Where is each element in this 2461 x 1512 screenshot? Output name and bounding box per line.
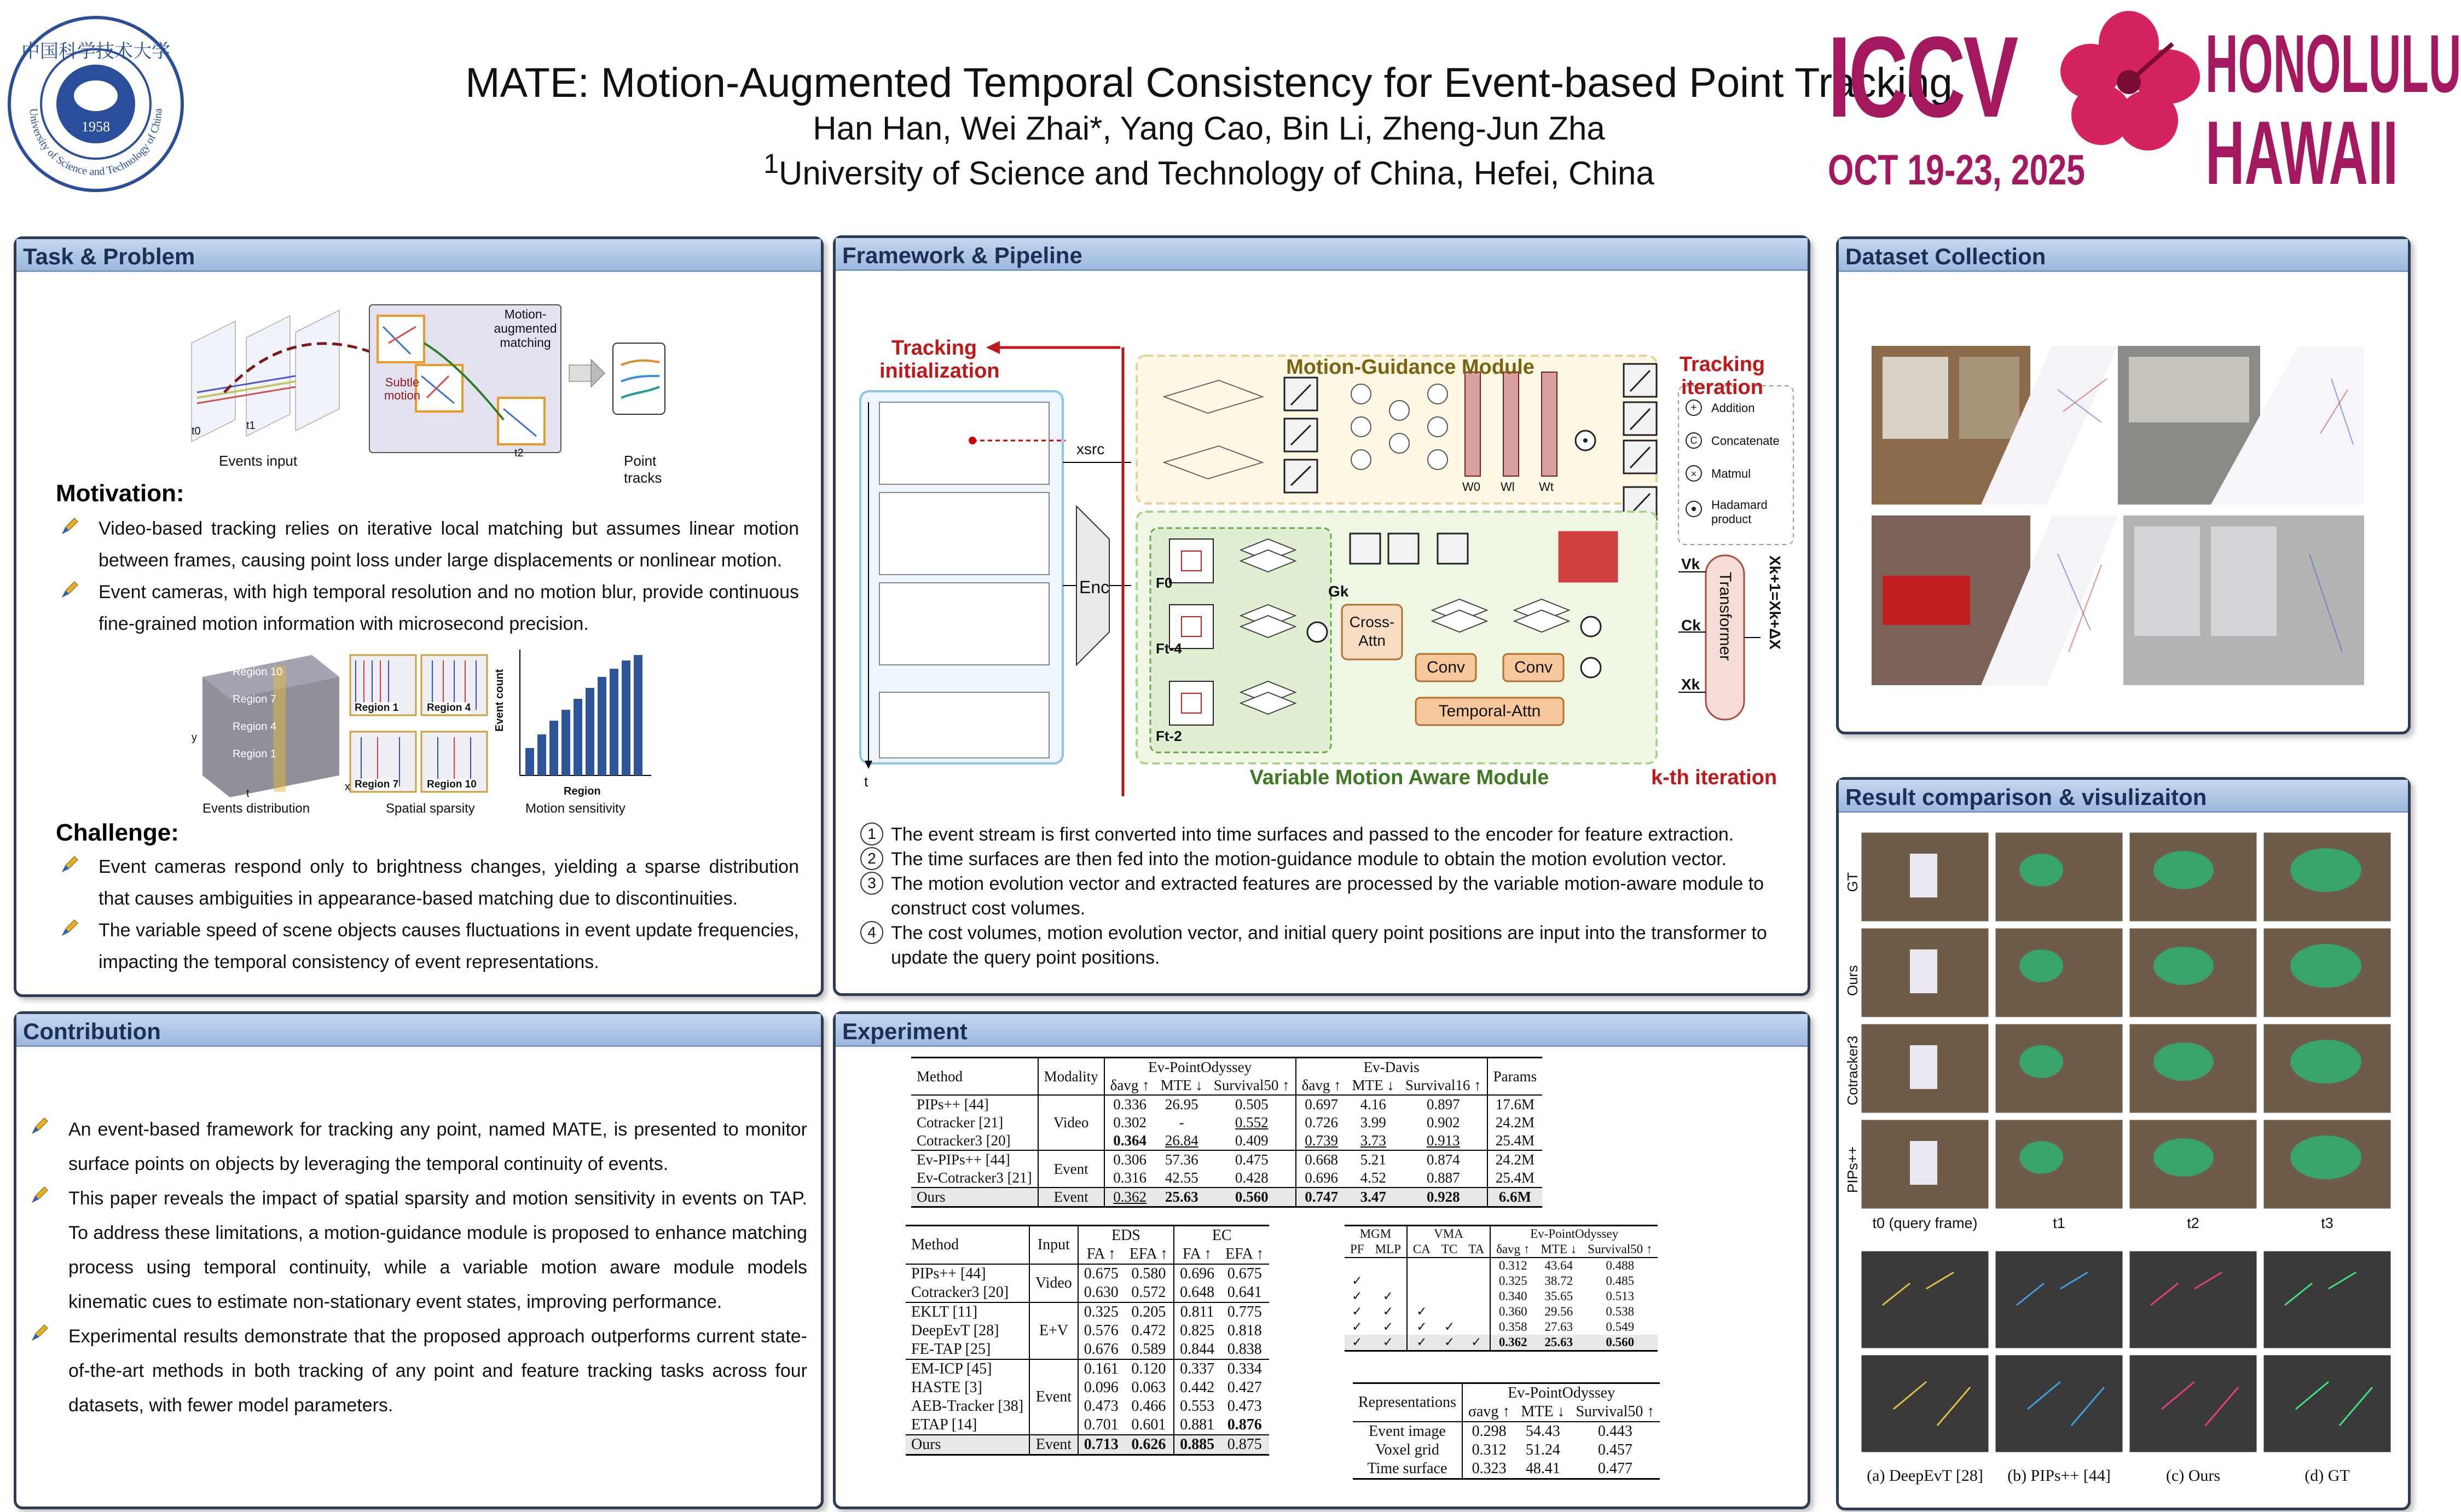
patch-label: Region 10 <box>427 779 477 790</box>
contribution-panel <box>14 1011 824 1509</box>
list-item: The variable speed of scene objects causes fluctuations in event update frequencies, impacting the temporal consistency of event representations. <box>60 914 799 978</box>
list-item: Video-based tracking relies on iterative local matching but assumes linear motion between frames, causing point loss under large displacements or nonlinear motion. <box>60 513 799 576</box>
t1-label: t1 <box>246 420 256 432</box>
dataset-mosaic <box>1872 346 2364 685</box>
region-label: Region 7 <box>233 693 277 705</box>
panel-title: Experiment <box>836 1014 1808 1047</box>
challenge-list <box>60 851 799 978</box>
result-grid <box>1844 832 2402 1248</box>
caption: (d) GT <box>2304 1467 2350 1485</box>
iccv-logo: ICCV OCT 19-23, 2025 HONOLULU HAWAII <box>1828 11 2408 197</box>
row-label: PIPs++ <box>1844 1146 1861 1193</box>
svg-text:中国科学技术大学: 中国科学技术大学 <box>21 40 170 62</box>
feature-track-grid <box>1861 1250 2402 1491</box>
pencil-icon <box>60 516 80 536</box>
events-distribution-label: Events distribution <box>202 801 310 816</box>
spatial-sparsity-label: Spatial sparsity <box>386 801 475 816</box>
results-table-feature: Method Input EDS EC FA ↑ EFA ↑ FA ↑ EFA ↑ PIPs++ [44] Video 0.675 0.580 0.696 0.675 Cotracker3 [20] 0.630 0.572 0.648 0.641 EKLT [11] E+V 0.325 0.205 0.811 0.775 DeepEvT [28] 0.576 0.472 0.825 0.818 FE-TAP [25] 0.676 0.589 0.844 0.838 EM-ICP [45] Event 0.161 0.120 0.337 0.334 HASTE [3] 0.096 0.063 0.442 0.427 AEB-Tracker [38] 0.473 0.466 0.553 0.473 ETAP [14] 0.701 0.601 0.881 0.876 Ours Event 0.713 0.626 0.885 0.875 <box>906 1225 1269 1456</box>
col-label: t2 <box>2187 1215 2199 1231</box>
motion-aug-label: Motion-augmented matching <box>494 307 557 350</box>
temporal-attn-label: Temporal-Attn <box>1438 702 1541 720</box>
region-label: Region 1 <box>233 748 277 760</box>
pencil-icon <box>60 854 80 874</box>
transformer-label: Transformer <box>1716 572 1734 661</box>
kth-iteration-label: k-th iteration <box>1651 766 1777 789</box>
author-list: Han Han, Wei Zhai*, Yang Cao, Bin Li, Zheng-Jun Zha <box>813 110 1605 147</box>
pipeline-diagram <box>847 282 1799 807</box>
list-item: An event-based framework for tracking any point, named MATE, is presented to monitor surface points on objects by leveraging the temporal continuity of events. <box>30 1113 807 1181</box>
vmam-label: Variable Motion Aware Module <box>1249 766 1549 789</box>
axis-y-label: y <box>192 732 197 744</box>
col-label: t0 (query frame) <box>1872 1215 1978 1231</box>
patch-label: Region 1 <box>355 702 399 714</box>
wt-label: Wt <box>1539 480 1554 494</box>
chart-ylabel: Event count <box>494 669 506 732</box>
wl-label: Wl <box>1501 480 1515 494</box>
pencil-icon <box>30 1323 50 1342</box>
ft4-label: Ft-4 <box>1156 640 1182 657</box>
results-panel <box>1836 777 2411 1510</box>
task-figure <box>175 294 668 486</box>
patch-label: Region 7 <box>355 779 399 790</box>
row-label: Cotracker3 <box>1844 1035 1861 1105</box>
svg-text:+: + <box>1690 402 1697 414</box>
sparsity-figure <box>181 644 662 819</box>
subtle-motion-label: Subtle motion <box>384 375 421 402</box>
patch-label: Region 4 <box>427 702 471 714</box>
f0-label: F0 <box>1156 575 1173 591</box>
step-item: 1 The event stream is first converted into time surfaces and passed to the encoder for feature extraction. <box>860 822 1791 847</box>
caption: (c) Ours <box>2165 1467 2221 1485</box>
svg-text:University of Science and Tech: University of Science and Technology of China <box>27 108 165 178</box>
challenge-heading: Challenge: <box>56 819 179 846</box>
t2-label: t2 <box>514 447 524 459</box>
mgm-label: Motion-Guidance Module <box>1286 356 1534 379</box>
panel-title: Task & Problem <box>16 239 821 272</box>
list-item: Experimental results demonstrate that the proposed approach outperforms current state-of-the-art methods in both tracking of any point and feature tracking tasks across four datasets, with fewer model parameters. <box>30 1319 807 1423</box>
region-label: Region 10 <box>233 666 283 678</box>
pencil-icon <box>30 1116 50 1136</box>
xsrc-label: xsrc <box>1076 441 1105 457</box>
hibiscus-icon <box>2058 11 2200 153</box>
results-table-tap: Method Modality Ev-PointOdyssey Ev-Davis Params δavg ↑ MTE ↓ Survival50 ↑ δavg ↑ MTE ↓ Survival16 ↑ PIPs++ [44] Video 0.336 26.95 0.505 0.697 4.16 0.897 17.6M Cotracker [21] 0.302 - 0.552 0.726 3.99 0.902 24.2M Cotracker3 [20] 0.364 26.84 0.409 0.739 3.73 0.913 25.4M Ev-PIPs++ [44] Event 0.306 57.36 0.475 0.668 5.21 0.874 24.2M Ev-Cotracker3 [21] 0.316 42.55 0.428 0.696 4.52 0.887 25.4M Ours Event 0.362 25.63 0.560 0.747 3.47 0.928 6.6M <box>911 1057 1542 1208</box>
point-tracks-label: Point tracks <box>624 453 662 486</box>
dataset-panel <box>1836 236 2411 734</box>
ablation-table-modules: MGM VMA Ev-PointOdyssey PF MLP CA TC TA δavg ↑ MTE ↓ Survival50 ↑ 0.312 43.64 0.488 ✓ 0.325 38.72 0.485 ✓ ✓ 0.340 35.65 0.513 ✓ ✓ ✓ 0.360 29.56 0.538 ✓ ✓ ✓ ✓ 0.358 27.63 0.549 ✓ ✓ ✓ ✓ ✓ 0.362 25.63 0.560 <box>1345 1225 1658 1352</box>
caption: (a) DeepEvT [28] <box>1867 1467 1983 1485</box>
panel-title: Contribution <box>16 1014 821 1047</box>
conv-label: Conv <box>1426 658 1466 676</box>
experiment-panel <box>833 1011 1810 1509</box>
step-item: 4 The cost volumes, motion evolution vector, and initial query point positions are input into the transformer to update the query point positions. <box>860 921 1791 970</box>
panel-title: Result comparison & visulizaiton <box>1839 780 2408 813</box>
chart-xlabel: Region <box>564 785 601 797</box>
row-label: Ours <box>1844 965 1861 996</box>
legend-item: Addition <box>1711 401 1755 415</box>
pencil-icon <box>60 918 80 937</box>
axis-t-label: t <box>246 787 250 800</box>
task-problem-panel <box>14 236 824 997</box>
pipeline-steps <box>860 822 1791 970</box>
tracking-init-label: Tracking initialization <box>879 337 1000 383</box>
events-input-label: Events input <box>219 453 298 469</box>
output-label: Xk+1=Xk+ΔX <box>1767 555 1783 650</box>
t0-label: t0 <box>192 425 201 437</box>
region-label: Region 4 <box>233 721 277 733</box>
panel-title: Dataset Collection <box>1839 239 2408 272</box>
encoder-label: Enc <box>1079 577 1110 597</box>
list-item: Event cameras respond only to brightness changes, yielding a sparse distribution that causes ambiguities in appearance-based matching due to discontinuities. <box>60 851 799 914</box>
contribution-list <box>30 1113 807 1423</box>
vk-label: Vk <box>1681 555 1700 572</box>
legend-item: Hadamard product <box>1711 498 1768 526</box>
xk-label: Xk <box>1681 676 1700 693</box>
row-label: GT <box>1844 872 1861 892</box>
svg-text:×: × <box>1690 468 1697 479</box>
caption: (b) PIPs++ [44] <box>2007 1467 2111 1485</box>
panel-title: Framework & Pipeline <box>836 238 1808 271</box>
ablation-table-representation: Representations Ev-PointOdyssey σavg ↑ MTE ↓ Survival50 ↑ Event image 0.298 54.43 0.443 Voxel grid 0.312 51.24 0.457 Time surface 0.323 48.41 0.477 <box>1353 1382 1660 1480</box>
svg-text:C: C <box>1690 435 1698 446</box>
gk-label: Gk <box>1328 583 1349 600</box>
conv-label: Conv <box>1514 658 1553 676</box>
cross-attn-label: Cross-Attn <box>1349 613 1395 649</box>
step-item: 2 The time surfaces are then fed into the motion-guidance module to obtain the motion evolution vector. <box>860 847 1791 872</box>
motivation-heading: Motivation: <box>56 480 184 507</box>
list-item: This paper reveals the impact of spatial sparsity and motion sensitivity in events on TAP. To address these limitations, a motion-guidance module is proposed to enhance matching process using temporal continuity, while a variable motion aware module models kinematic cues to estimate non-stationary event states, improving performance. <box>30 1181 807 1319</box>
pencil-icon <box>60 580 80 599</box>
ft2-label: Ft-2 <box>1156 728 1182 744</box>
motivation-list <box>60 513 799 640</box>
legend-item: Concatenate <box>1711 434 1780 448</box>
col-label: t1 <box>2053 1215 2065 1231</box>
legend-item: Matmul <box>1711 467 1751 480</box>
axis-x-label: x <box>345 781 350 793</box>
ck-label: Ck <box>1681 617 1701 634</box>
list-item: Event cameras, with high temporal resolution and no motion blur, provide continuous fine-grained motion information with microsecond precision. <box>60 576 799 640</box>
time-axis-label: t <box>864 773 868 790</box>
w0-label: W0 <box>1462 480 1480 494</box>
poster-title: MATE: Motion-Augmented Temporal Consistency for Event-based Point Tracking <box>465 60 1953 106</box>
framework-panel <box>833 235 1810 996</box>
svg-text:1958: 1958 <box>82 119 110 135</box>
col-label: t3 <box>2321 1215 2333 1231</box>
motion-sensitivity-label: Motion sensitivity <box>525 801 626 816</box>
pencil-icon <box>30 1185 50 1204</box>
step-item: 3 The motion evolution vector and extracted features are processed by the variable motion-aware module to construct cost volumes. <box>860 872 1791 921</box>
tracking-iter-label: Tracking iteration <box>1679 353 1765 399</box>
affiliation: $^1$University of Science and Technology of China, Hefei, China <box>763 148 1654 192</box>
